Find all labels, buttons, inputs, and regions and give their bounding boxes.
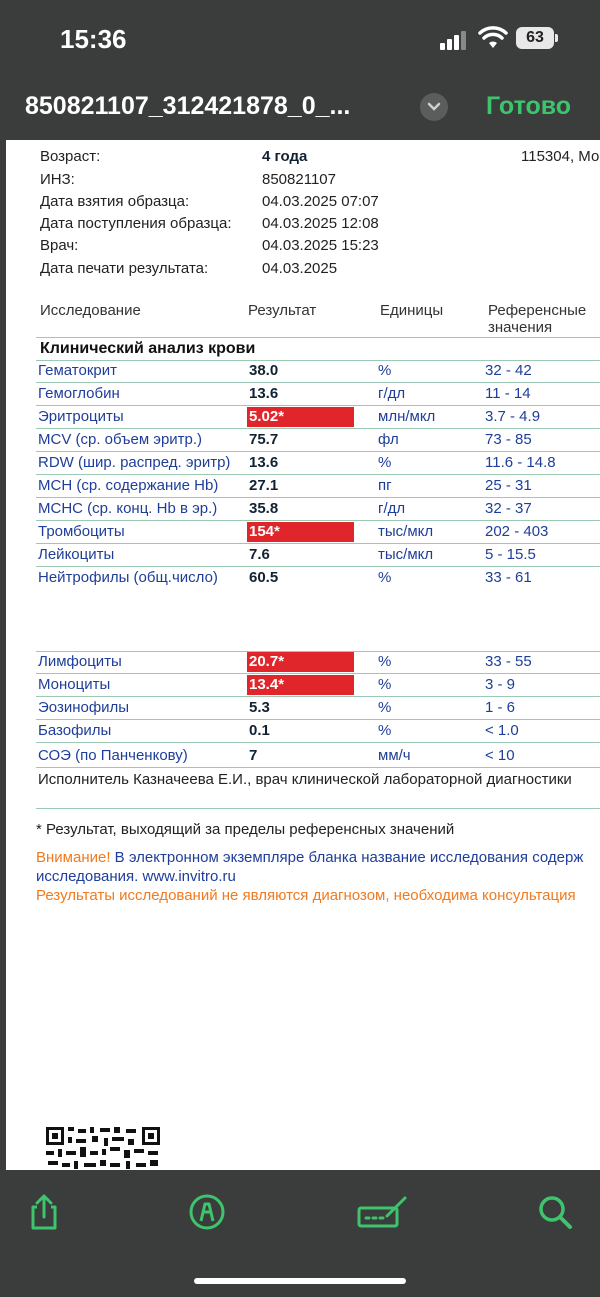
executor-line: Исполнитель Казначеева Е.И., врач клинической лабораторной диагностики [38,771,572,788]
done-button[interactable]: Готово [486,92,572,120]
home-indicator[interactable] [194,1278,406,1284]
row-name: MCH (ср. содержание Hb) [38,477,219,494]
row-ref: 33 - 61 [485,569,532,586]
row-ref: 11.6 - 14.8 [485,454,556,471]
share-icon[interactable] [24,1192,64,1232]
info-value-sample-received: 04.03.2025 12:08 [262,215,379,232]
signature-icon[interactable] [357,1192,409,1232]
info-label-print-date: Дата печати результата: [40,260,209,277]
row-name: RDW (шир. распред. эритр) [38,454,231,471]
table-row [36,745,600,768]
row-result: 38.0 [249,362,279,379]
row-ref: 25 - 31 [485,477,532,494]
info-label-inz: ИНЗ: [40,171,75,188]
row-unit: г/дл [378,385,406,402]
warning-label: Внимание! [36,849,111,866]
col-header-units: Единицы [380,302,444,319]
battery-icon: 63 [516,27,554,49]
row-ref: 33 - 55 [485,653,532,670]
table-row [36,475,600,498]
row-ref: 11 - 14 [485,385,531,402]
info-value-sample-taken: 04.03.2025 07:07 [262,193,379,210]
row-result: 13.6 [249,454,279,471]
row-unit: % [378,699,392,716]
cellular-signal-icon [440,30,466,50]
row-ref: 3.7 - 4.9 [485,408,541,425]
clock: 15:36 [60,24,127,54]
row-ref: 3 - 9 [485,676,516,693]
wifi-icon [478,26,508,50]
header-divider [36,337,600,338]
table-row [36,651,600,674]
row-ref: 32 - 42 [485,362,532,379]
table-row [36,521,600,544]
table-row [36,544,600,567]
info-label-doctor: Врач: [40,237,79,254]
info-label-sample-taken: Дата взятия образца: [40,193,190,210]
row-name: MCHC (ср. конц. Hb в эр.) [38,500,218,517]
row-name: Гематокрит [38,362,117,379]
table-row [36,697,600,720]
row-name: Эритроциты [38,408,124,425]
col-header-study: Исследование [40,302,141,319]
info-value-inz: 850821107 [262,171,336,188]
info-label-age: Возраст: [40,148,101,165]
table-row [36,406,600,429]
info-value-print-date: 04.03.2025 [262,260,338,277]
row-unit: % [378,362,392,379]
table-row [36,360,600,383]
row-result: 13.6 [249,385,279,402]
row-name: Нейтрофилы (общ.число) [38,569,218,586]
col-header-result: Результат [248,302,317,319]
row-result-flagged: 20.7* [247,652,354,672]
row-unit: тыс/мкл [378,523,434,540]
row-result: 27.1 [249,477,279,494]
row-name: Лимфоциты [38,653,122,670]
document-title[interactable]: 850821107_312421878_0_... [25,92,351,120]
row-result: 0.1 [249,722,270,739]
row-result-flagged: 5.02* [247,407,354,427]
warning-line [36,849,583,866]
row-result: 7 [249,747,258,764]
row-result: 5.3 [249,699,270,716]
lab-address: 115304, Мо [521,148,600,165]
row-name: MCV (ср. объем эритр.) [38,431,203,448]
row-unit: пг [378,477,392,494]
row-result: 75.7 [249,431,279,448]
status-bar [0,0,600,78]
row-ref: < 1.0 [485,722,519,739]
col-header-ref: Референсные [488,302,587,319]
warning-text: В электронном экземпляре бланка название исследования содерж [110,849,584,866]
row-name: СОЭ (по Панченкову) [38,747,188,764]
table-row [36,498,600,521]
row-ref: 73 - 85 [485,431,532,448]
disclaimer-line: Результаты исследований не являются диагнозом, необходима консультация [36,887,576,904]
col-header-ref-2: значения [488,319,553,336]
qr-code [44,1125,162,1170]
row-result-flagged: 13.4* [247,675,354,695]
row-unit: г/дл [378,500,406,517]
row-name: Лейкоциты [38,546,115,563]
title-menu-button[interactable] [420,93,448,121]
warning-link-line[interactable]: исследования. www.invitro.ru [36,868,236,885]
info-label-sample-received: Дата поступления образца: [40,215,232,232]
section-title: Клинический анализ крови [40,340,256,357]
row-name: Моноциты [38,676,111,693]
row-unit: млн/мкл [378,408,436,425]
battery-tip [555,34,558,42]
table-row [36,720,600,743]
row-name: Эозинофилы [38,699,130,716]
row-unit: % [378,676,392,693]
row-name: Гемоглобин [38,385,120,402]
row-unit: тыс/мкл [378,546,434,563]
row-result: 7.6 [249,546,270,563]
row-unit: фл [378,431,399,448]
chevron-down-icon [420,93,448,121]
search-icon[interactable] [535,1192,575,1232]
row-result: 35.8 [249,500,279,517]
row-ref: 32 - 37 [485,500,532,517]
row-ref: 202 - 403 [485,523,549,540]
nav-bar [0,78,600,140]
info-value-doctor: 04.03.2025 15:23 [262,237,379,254]
row-result: 60.5 [249,569,279,586]
row-unit: % [378,569,392,586]
table-row [36,429,600,452]
row-ref: 1 - 6 [485,699,516,716]
footer-divider [36,808,600,809]
row-ref: 5 - 15.5 [485,546,536,563]
row-name: Базофилы [38,722,112,739]
info-value-age: 4 года [262,148,308,165]
table-row [36,383,600,406]
row-ref: < 10 [485,747,515,764]
markup-icon[interactable] [187,1192,227,1232]
table-row [36,452,600,475]
table-row [36,674,600,697]
reference-note: * Результат, выходящий за пределы референсных значений [36,821,455,838]
table-row [36,567,600,589]
document-page [6,140,600,1170]
row-unit: % [378,653,392,670]
row-unit: % [378,722,392,739]
row-result-flagged: 154* [247,522,354,542]
row-name: Тромбоциты [38,523,125,540]
row-unit: % [378,454,392,471]
row-unit: мм/ч [378,747,411,764]
